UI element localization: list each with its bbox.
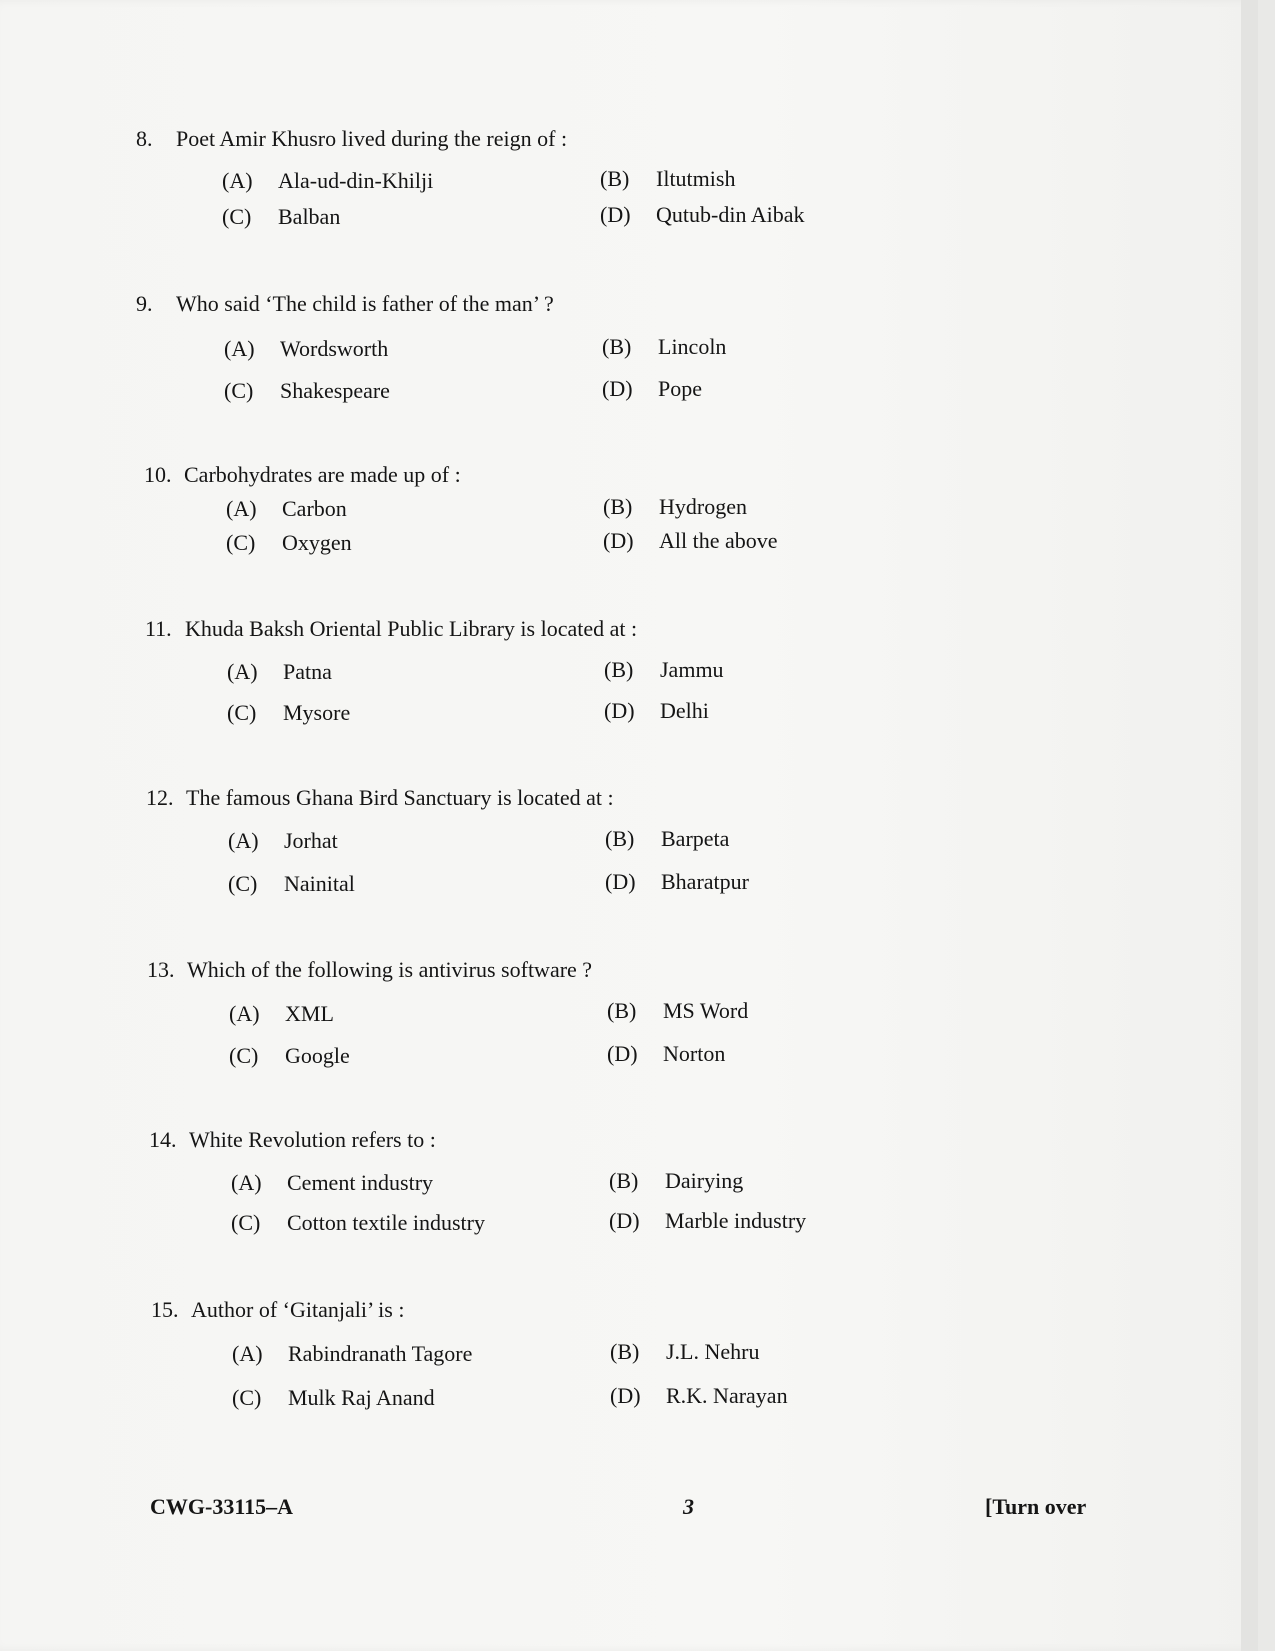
option-c <box>231 1210 485 1236</box>
option-text: Carbon <box>282 496 347 521</box>
option-text: XML <box>285 1001 334 1026</box>
option-a <box>227 659 332 685</box>
option-letter: (D) <box>607 1041 638 1066</box>
option-letter: (C) <box>224 378 254 403</box>
option-letter: (B) <box>602 334 632 359</box>
question-number: 14. <box>149 1127 177 1152</box>
option-text: Cement industry <box>287 1170 434 1195</box>
question-text: Khuda Baksh Oriental Public Library is located at : <box>185 616 638 641</box>
question-stem <box>136 126 567 152</box>
option-letter: (C) <box>231 1210 261 1235</box>
option-b <box>603 494 747 520</box>
option-letter: (D) <box>604 698 635 723</box>
option-c <box>224 378 390 404</box>
option-letter: (D) <box>605 869 636 894</box>
option-letter: (C) <box>232 1385 262 1410</box>
option-text: Norton <box>663 1041 726 1066</box>
option-a <box>231 1170 433 1196</box>
option-text: Ala-ud-din-Khilji <box>278 168 434 193</box>
question-number: 13. <box>147 957 175 982</box>
option-text: All the above <box>659 528 778 553</box>
question-number: 8. <box>136 126 153 151</box>
option-d <box>604 698 709 724</box>
option-b <box>607 998 748 1024</box>
option-text: Jorhat <box>284 828 338 853</box>
page-edge <box>1241 0 1258 1651</box>
question-stem <box>146 785 614 811</box>
option-text: Barpeta <box>661 826 730 851</box>
option-letter: (A) <box>228 828 259 853</box>
option-text: Jammu <box>660 657 724 682</box>
option-text: Rabindranath Tagore <box>288 1341 473 1366</box>
option-letter: (C) <box>226 530 256 555</box>
option-a <box>228 828 338 854</box>
option-c <box>232 1385 435 1411</box>
option-a <box>222 168 433 194</box>
option-letter: (B) <box>609 1168 639 1193</box>
option-letter: (A) <box>231 1170 262 1195</box>
option-letter: (A) <box>224 336 255 361</box>
question-stem <box>147 957 592 983</box>
option-d <box>602 376 702 402</box>
option-letter: (B) <box>605 826 635 851</box>
question-text: Carbohydrates are made up of : <box>184 462 461 487</box>
option-letter: (A) <box>229 1001 260 1026</box>
option-letter: (D) <box>609 1208 640 1233</box>
option-text: Balban <box>278 204 341 229</box>
option-a <box>226 496 347 522</box>
option-text: Cotton textile industry <box>287 1210 485 1235</box>
option-c <box>228 871 355 897</box>
option-b <box>604 657 724 683</box>
question-text: Who said ‘The child is father of the man’ ? <box>176 291 554 316</box>
option-letter: (B) <box>607 998 637 1023</box>
option-a <box>232 1341 472 1367</box>
question-text: White Revolution refers to : <box>189 1127 436 1152</box>
question-stem <box>149 1127 436 1153</box>
option-b <box>600 166 735 192</box>
option-text: Lincoln <box>658 334 727 359</box>
option-text: Nainital <box>284 871 355 896</box>
option-c <box>226 530 352 556</box>
option-letter: (B) <box>610 1339 640 1364</box>
option-text: Marble industry <box>665 1208 807 1233</box>
option-letter: (A) <box>227 659 258 684</box>
option-d <box>609 1208 806 1234</box>
option-text: Bharatpur <box>661 869 749 894</box>
question-number: 11. <box>145 616 172 641</box>
option-letter: (C) <box>227 700 257 725</box>
option-text: Hydrogen <box>659 494 747 519</box>
question-stem <box>136 291 554 317</box>
option-d <box>600 202 805 228</box>
question-text: Which of the following is antivirus software ? <box>187 957 593 982</box>
option-text: J.L. Nehru <box>666 1339 760 1364</box>
option-d <box>603 528 778 554</box>
option-c <box>222 204 340 230</box>
option-b <box>605 826 729 852</box>
question-text: Poet Amir Khusro lived during the reign of : <box>176 126 568 151</box>
option-text: Delhi <box>660 698 709 723</box>
option-text: Pope <box>658 376 702 401</box>
paper-code: CWG-33115–A <box>150 1494 293 1519</box>
option-letter: (D) <box>610 1383 641 1408</box>
option-text: Qutub-din Aibak <box>656 202 805 227</box>
option-a <box>224 336 388 362</box>
turn-over-label: [Turn over <box>985 1494 1087 1519</box>
option-letter: (C) <box>228 871 258 896</box>
question-number: 12. <box>146 785 174 810</box>
option-c <box>227 700 350 726</box>
option-text: Dairying <box>665 1168 744 1193</box>
option-letter: (D) <box>600 202 631 227</box>
option-letter: (B) <box>600 166 630 191</box>
question-stem <box>144 462 461 488</box>
option-text: Mysore <box>283 700 351 725</box>
option-d <box>605 869 749 895</box>
option-letter: (A) <box>226 496 257 521</box>
option-text: Mulk Raj Anand <box>288 1385 435 1410</box>
question-stem <box>145 616 637 642</box>
option-text: Oxygen <box>282 530 352 555</box>
option-text: MS Word <box>663 998 749 1023</box>
option-d <box>607 1041 725 1067</box>
page-number: 3 <box>683 1494 694 1519</box>
question-text: The famous Ghana Bird Sanctuary is located at : <box>186 785 614 810</box>
option-text: Shakespeare <box>280 378 390 403</box>
question-number: 10. <box>144 462 172 487</box>
option-text: Iltutmish <box>656 166 736 191</box>
option-letter: (C) <box>229 1043 259 1068</box>
option-b <box>609 1168 743 1194</box>
question-stem <box>151 1297 404 1323</box>
question-text: Author of ‘Gitanjali’ is : <box>191 1297 405 1322</box>
option-letter: (D) <box>602 376 633 401</box>
option-d <box>610 1383 788 1409</box>
option-text: Wordsworth <box>280 336 389 361</box>
option-b <box>602 334 726 360</box>
option-text: Patna <box>283 659 332 684</box>
option-letter: (A) <box>222 168 253 193</box>
option-text: Google <box>285 1043 350 1068</box>
option-c <box>229 1043 350 1069</box>
option-letter: (C) <box>222 204 252 229</box>
question-number: 15. <box>151 1297 179 1322</box>
option-letter: (B) <box>604 657 634 682</box>
option-b <box>610 1339 759 1365</box>
option-letter: (B) <box>603 494 633 519</box>
option-a <box>229 1001 334 1027</box>
option-letter: (A) <box>232 1341 263 1366</box>
option-text: R.K. Narayan <box>666 1383 788 1408</box>
option-letter: (D) <box>603 528 634 553</box>
question-number: 9. <box>136 291 153 316</box>
